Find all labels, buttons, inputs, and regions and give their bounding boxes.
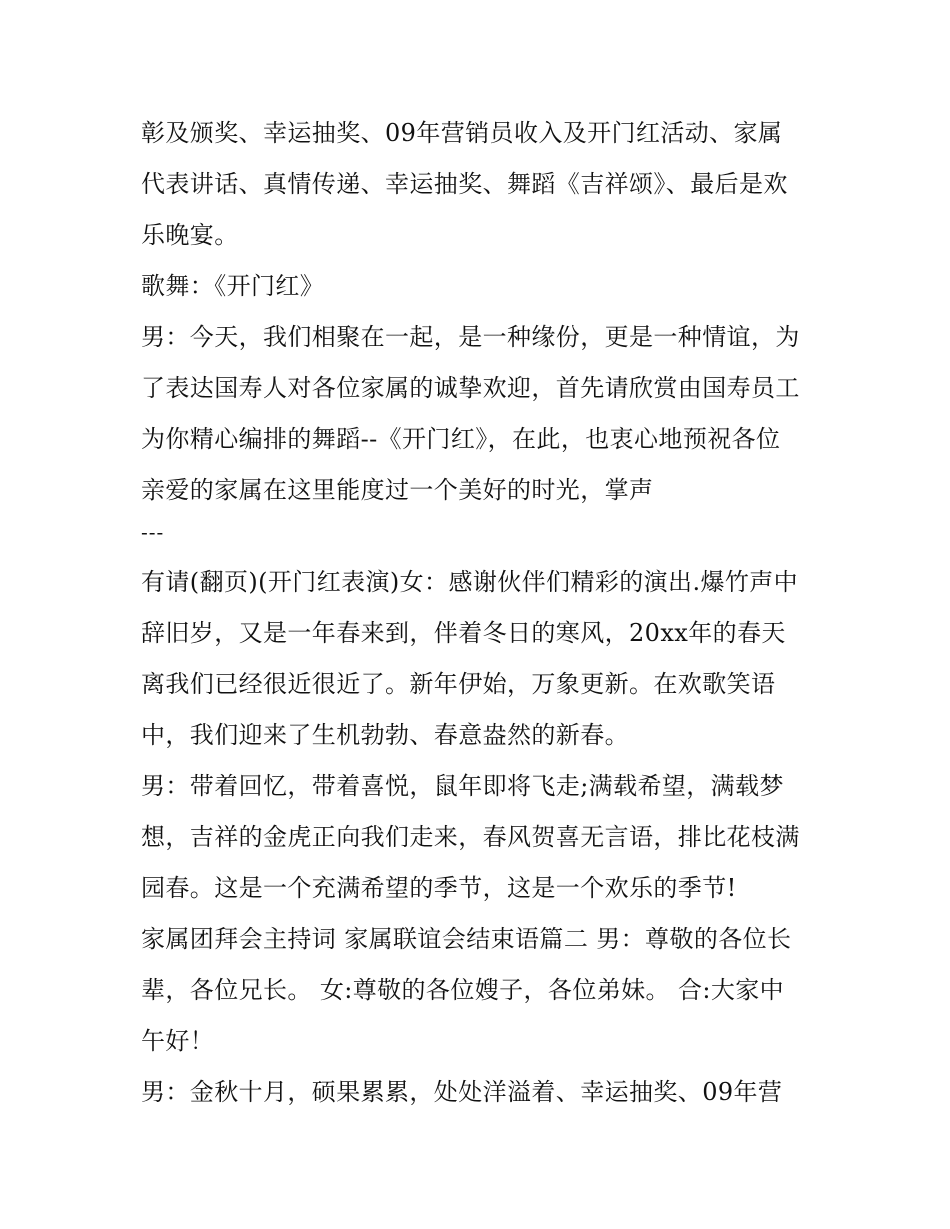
text-line: 辞旧岁，又是一年春来到，伴着冬日的寒风，20xx年的春天 <box>141 619 786 647</box>
text-line: 家属团拜会主持词 家属联谊会结束语篇二 男：尊敬的各位长 <box>141 925 792 953</box>
text-line: 园春。这是一个充满希望的季节，这是一个欢乐的季节! <box>141 874 737 902</box>
text-line: 了表达国寿人对各位家属的诚挚欢迎，首先请欣赏由国寿员工 <box>141 374 800 402</box>
text-line: 乐晚宴。 <box>141 221 239 249</box>
separator-line: --- <box>141 520 165 544</box>
text-line: 有请(翻页)(开门红表演)女：感谢伙伴们精彩的演出.爆竹声中 <box>141 568 799 596</box>
text-line: 亲爱的家属在这里能度过一个美好的时光，掌声 <box>141 476 654 504</box>
text-line: 歌舞：《开门红》 <box>141 272 325 300</box>
text-line: 离我们已经很近很近了。新年伊始，万象更新。在欢歌笑语 <box>141 670 776 698</box>
text-line: 辈，各位兄长。 女:尊敬的各位嫂子，各位弟妹。 合:大家中 <box>141 976 785 1004</box>
text-line: 为你精心编排的舞蹈--《开门红》，在此，也衷心地预祝各位 <box>141 425 781 453</box>
text-line: 男：金秋十月，硕果累累，处处洋溢着、幸运抽奖、09年营 <box>141 1078 783 1106</box>
text-line: 午好！ <box>141 1027 215 1055</box>
document-body <box>141 108 821 1118</box>
text-line: 男：今天，我们相聚在一起，是一种缘份，更是一种情谊，为 <box>141 323 800 351</box>
text-line: 彰及颁奖、幸运抽奖、09年营销员收入及开门红活动、家属 <box>141 119 783 147</box>
text-line: 男：带着回忆，带着喜悦，鼠年即将飞走;满载希望，满载梦 <box>141 772 784 800</box>
text-line: 代表讲话、真情传递、幸运抽奖、舞蹈《吉祥颂》、最后是欢 <box>141 170 788 198</box>
text-line: 中，我们迎来了生机勃勃、春意盎然的新春。 <box>141 721 629 749</box>
text-line: 想，吉祥的金虎正向我们走来，春风贺喜无言语，排比花枝满 <box>141 823 800 851</box>
